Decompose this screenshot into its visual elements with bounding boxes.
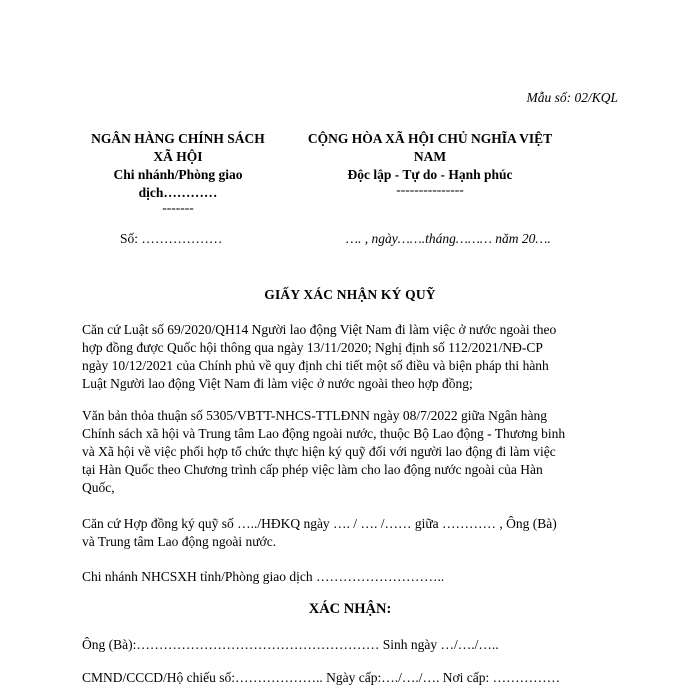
bank-header-dashes: ------- — [162, 200, 194, 215]
national-header-dashes: --------------- — [396, 182, 464, 197]
paragraph-line: Quốc, — [82, 480, 115, 495]
paragraph-line: Luật Người lao động Việt Nam đi làm việc ở nước ngoài theo hợp đồng; — [82, 376, 473, 391]
paragraph-legal-basis — [82, 321, 622, 393]
paragraph-line: hợp đồng được Quốc hội thông qua ngày 13/11/2020; Nghị định số 112/2021/NĐ-CP — [82, 340, 543, 355]
name-birthdate-field: Ông (Bà):……………………………………………… Sinh ngày …/…./….. — [82, 637, 499, 652]
document-date: …. , ngày…….tháng……… năm 20…. — [346, 231, 551, 246]
branch-line2: dịch………… — [138, 185, 218, 200]
paragraph-line: Văn bản thỏa thuận số 5305/VBTT-NHCS-TTLĐNN ngày 08/7/2022 giữa Ngân hàng — [82, 408, 548, 423]
paragraph-line: Căn cứ Hợp đồng ký quỹ số …../HĐKQ ngày …. / …. /…… giữa ………… , Ông (Bà) — [82, 516, 557, 531]
national-header — [290, 130, 570, 196]
branch-line1: Chi nhánh/Phòng giao — [113, 167, 243, 182]
paragraph-line: Chính sách xã hội và Trung tâm Lao động ngoài nước, thuộc Bộ Lao động - Thương binh — [82, 426, 566, 441]
paragraph-line: Căn cứ Luật số 69/2020/QH14 Người lao động Việt Nam đi làm việc ở nước ngoài theo — [82, 322, 557, 337]
bank-name-line2: XÃ HỘI — [153, 149, 203, 164]
id-document-field: CMND/CCCD/Hộ chiếu số:……………….. Ngày cấp:…./…./…. Nơi cấp: …………… — [82, 670, 561, 685]
paragraph-contract — [82, 515, 622, 551]
paragraph-line: và Xã hội về việc phối hợp tổ chức thực hiện ký quỹ đối với người lao động đi làm việc — [82, 444, 556, 459]
paragraph-branch — [82, 568, 622, 586]
form-number: Mẫu số: 02/KQL — [526, 90, 618, 105]
paragraph-line: tại Hàn Quốc theo Chương trình cấp phép việc làm cho lao động nước ngoài của Hàn — [82, 462, 543, 477]
paragraph-line: ngày 10/12/2021 của Chính phủ về quy định chi tiết một số điều và biện pháp thi hành — [82, 358, 549, 373]
confirm-heading: XÁC NHẬN: — [308, 601, 392, 617]
bank-header — [78, 130, 278, 214]
document-title: GIẤY XÁC NHẬN KÝ QUỸ — [264, 287, 436, 302]
paragraph-line: và Trung tâm Lao động ngoài nước. — [82, 534, 277, 549]
national-motto: Độc lập - Tự do - Hạnh phúc — [347, 167, 513, 182]
bank-name-line1: NGÂN HÀNG CHÍNH SÁCH — [91, 131, 265, 146]
national-title-line2: NAM — [413, 149, 447, 164]
national-title-line1: CỘNG HÒA XÃ HỘI CHỦ NGHĨA VIỆT — [307, 131, 553, 146]
document-number: Số: ……………… — [120, 231, 223, 246]
paragraph-line: Chi nhánh NHCSXH tỉnh/Phòng giao dịch ……………………….. — [82, 569, 445, 584]
paragraph-agreement — [82, 407, 622, 497]
